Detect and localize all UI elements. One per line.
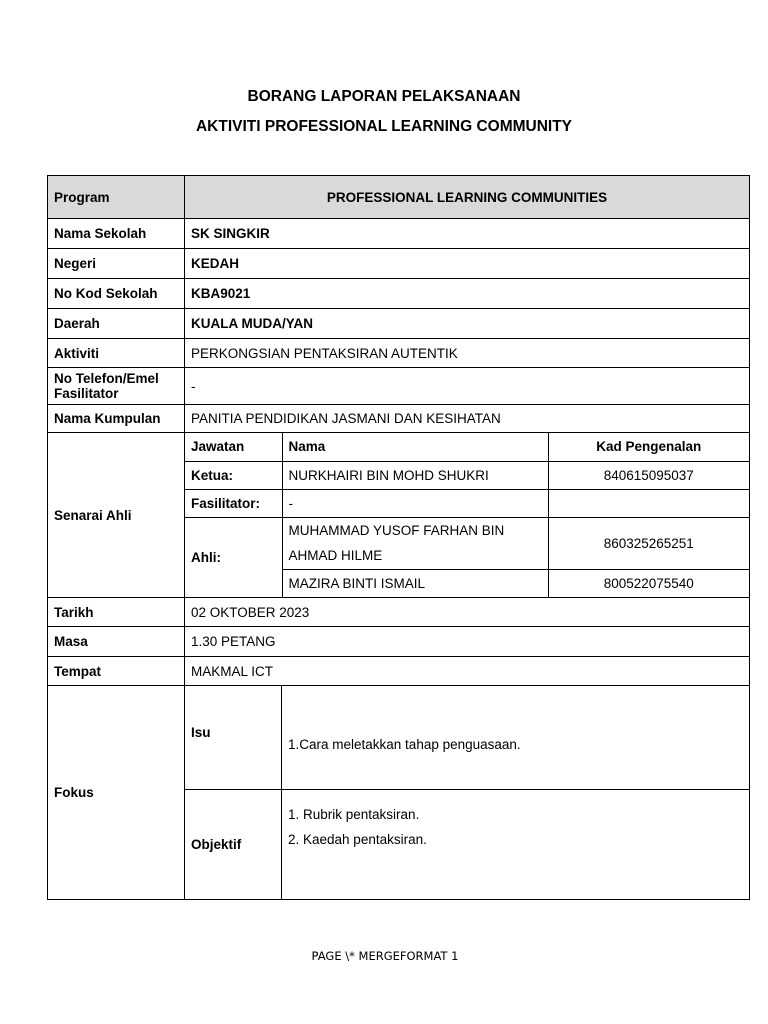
nama-sekolah-value: SK SINGKIR: [185, 219, 750, 249]
program-value: PROFESSIONAL LEARNING COMMUNITIES: [185, 176, 750, 219]
masa-label: Masa: [48, 627, 185, 657]
row-senarai-ahli: [48, 433, 750, 598]
tempat-value: MAKMAL ICT: [185, 657, 750, 686]
objektif-label: Objektif: [185, 790, 282, 900]
ahli-2-nama: MAZIRA BINTI ISMAIL: [282, 569, 548, 597]
negeri-value: KEDAH: [185, 249, 750, 279]
objektif-list: [282, 790, 750, 900]
isu-value: 1.Cara meletakkan tahap penguasaan.: [282, 686, 750, 790]
telefon-label-line2: Fasilitator: [54, 386, 119, 401]
objektif-item: 1. Rubrik pentaksiran.: [288, 807, 420, 822]
row-tempat: [48, 657, 750, 686]
row-tarikh: [48, 598, 750, 627]
telefon-value: -: [185, 368, 750, 405]
ahli-jawatan: Ahli:: [185, 517, 282, 597]
telefon-label-line1: No Telefon/Emel: [54, 371, 159, 386]
ahli-1-nama-line2: AHMAD HILME: [288, 548, 383, 563]
kod-sekolah-value: KBA9021: [185, 279, 750, 309]
ketua-kad: 840615095037: [548, 461, 749, 489]
header-nama: Nama: [282, 433, 548, 461]
senarai-ahli-label: Senarai Ahli: [48, 433, 185, 598]
fasilitator-nama: -: [282, 489, 548, 517]
daerah-value: KUALA MUDA/YAN: [185, 309, 750, 339]
fasilitator-jawatan: Fasilitator:: [185, 489, 282, 517]
tempat-label: Tempat: [48, 657, 185, 686]
kumpulan-label: Nama Kumpulan: [48, 405, 185, 433]
objektif-item: 2. Kaedah pentaksiran.: [288, 832, 427, 847]
fasilitator-kad: [548, 489, 749, 517]
ketua-jawatan: Ketua:: [185, 461, 282, 489]
header-jawatan: Jawatan: [185, 433, 282, 461]
page-footer: PAGE \* MERGEFORMAT 1: [311, 949, 459, 963]
aktiviti-label: Aktiviti: [48, 339, 185, 368]
row-daerah: [48, 309, 750, 339]
report-form-table: [47, 175, 750, 900]
ahli-2-kad: 800522075540: [548, 569, 749, 597]
row-negeri: [48, 249, 750, 279]
aktiviti-value: PERKONGSIAN PENTAKSIRAN AUTENTIK: [185, 339, 750, 368]
fokus-label: Fokus: [48, 686, 185, 900]
fasilitator-row: [185, 489, 749, 517]
nama-sekolah-label: Nama Sekolah: [48, 219, 185, 249]
program-label: Program: [48, 176, 185, 219]
tarikh-label: Tarikh: [48, 598, 185, 627]
ahli-1-nama-line1: MUHAMMAD YUSOF FARHAN BIN: [288, 523, 505, 538]
row-nama-sekolah: [48, 219, 750, 249]
isu-label: Isu: [185, 686, 282, 790]
row-kod-sekolah: [48, 279, 750, 309]
masa-value: 1.30 PETANG: [185, 627, 750, 657]
row-program: [48, 176, 750, 219]
header-kad: Kad Pengenalan: [548, 433, 749, 461]
ahli-row-1: [185, 517, 749, 569]
senarai-ahli-cell: [185, 433, 750, 598]
row-aktiviti: [48, 339, 750, 368]
daerah-label: Daerah: [48, 309, 185, 339]
row-kumpulan: [48, 405, 750, 433]
members-table: [185, 433, 749, 597]
kumpulan-value: PANITIA PENDIDIKAN JASMANI DAN KESIHATAN: [185, 405, 750, 433]
telefon-label: [48, 368, 185, 405]
tarikh-value: 02 OKTOBER 2023: [185, 598, 750, 627]
members-header-row: [185, 433, 749, 461]
ketua-row: [185, 461, 749, 489]
form-title: BORANG LAPORAN PELAKSANAAN: [247, 88, 521, 105]
row-fokus-isu: [48, 686, 750, 790]
kod-sekolah-label: No Kod Sekolah: [48, 279, 185, 309]
ketua-nama: NURKHAIRI BIN MOHD SHUKRI: [282, 461, 548, 489]
ahli-1-kad: 860325265251: [548, 517, 749, 569]
ahli-1-nama: [282, 517, 548, 569]
negeri-label: Negeri: [48, 249, 185, 279]
row-masa: [48, 627, 750, 657]
form-subtitle: AKTIVITI PROFESSIONAL LEARNING COMMUNITY: [195, 118, 573, 135]
row-telefon: [48, 368, 750, 405]
